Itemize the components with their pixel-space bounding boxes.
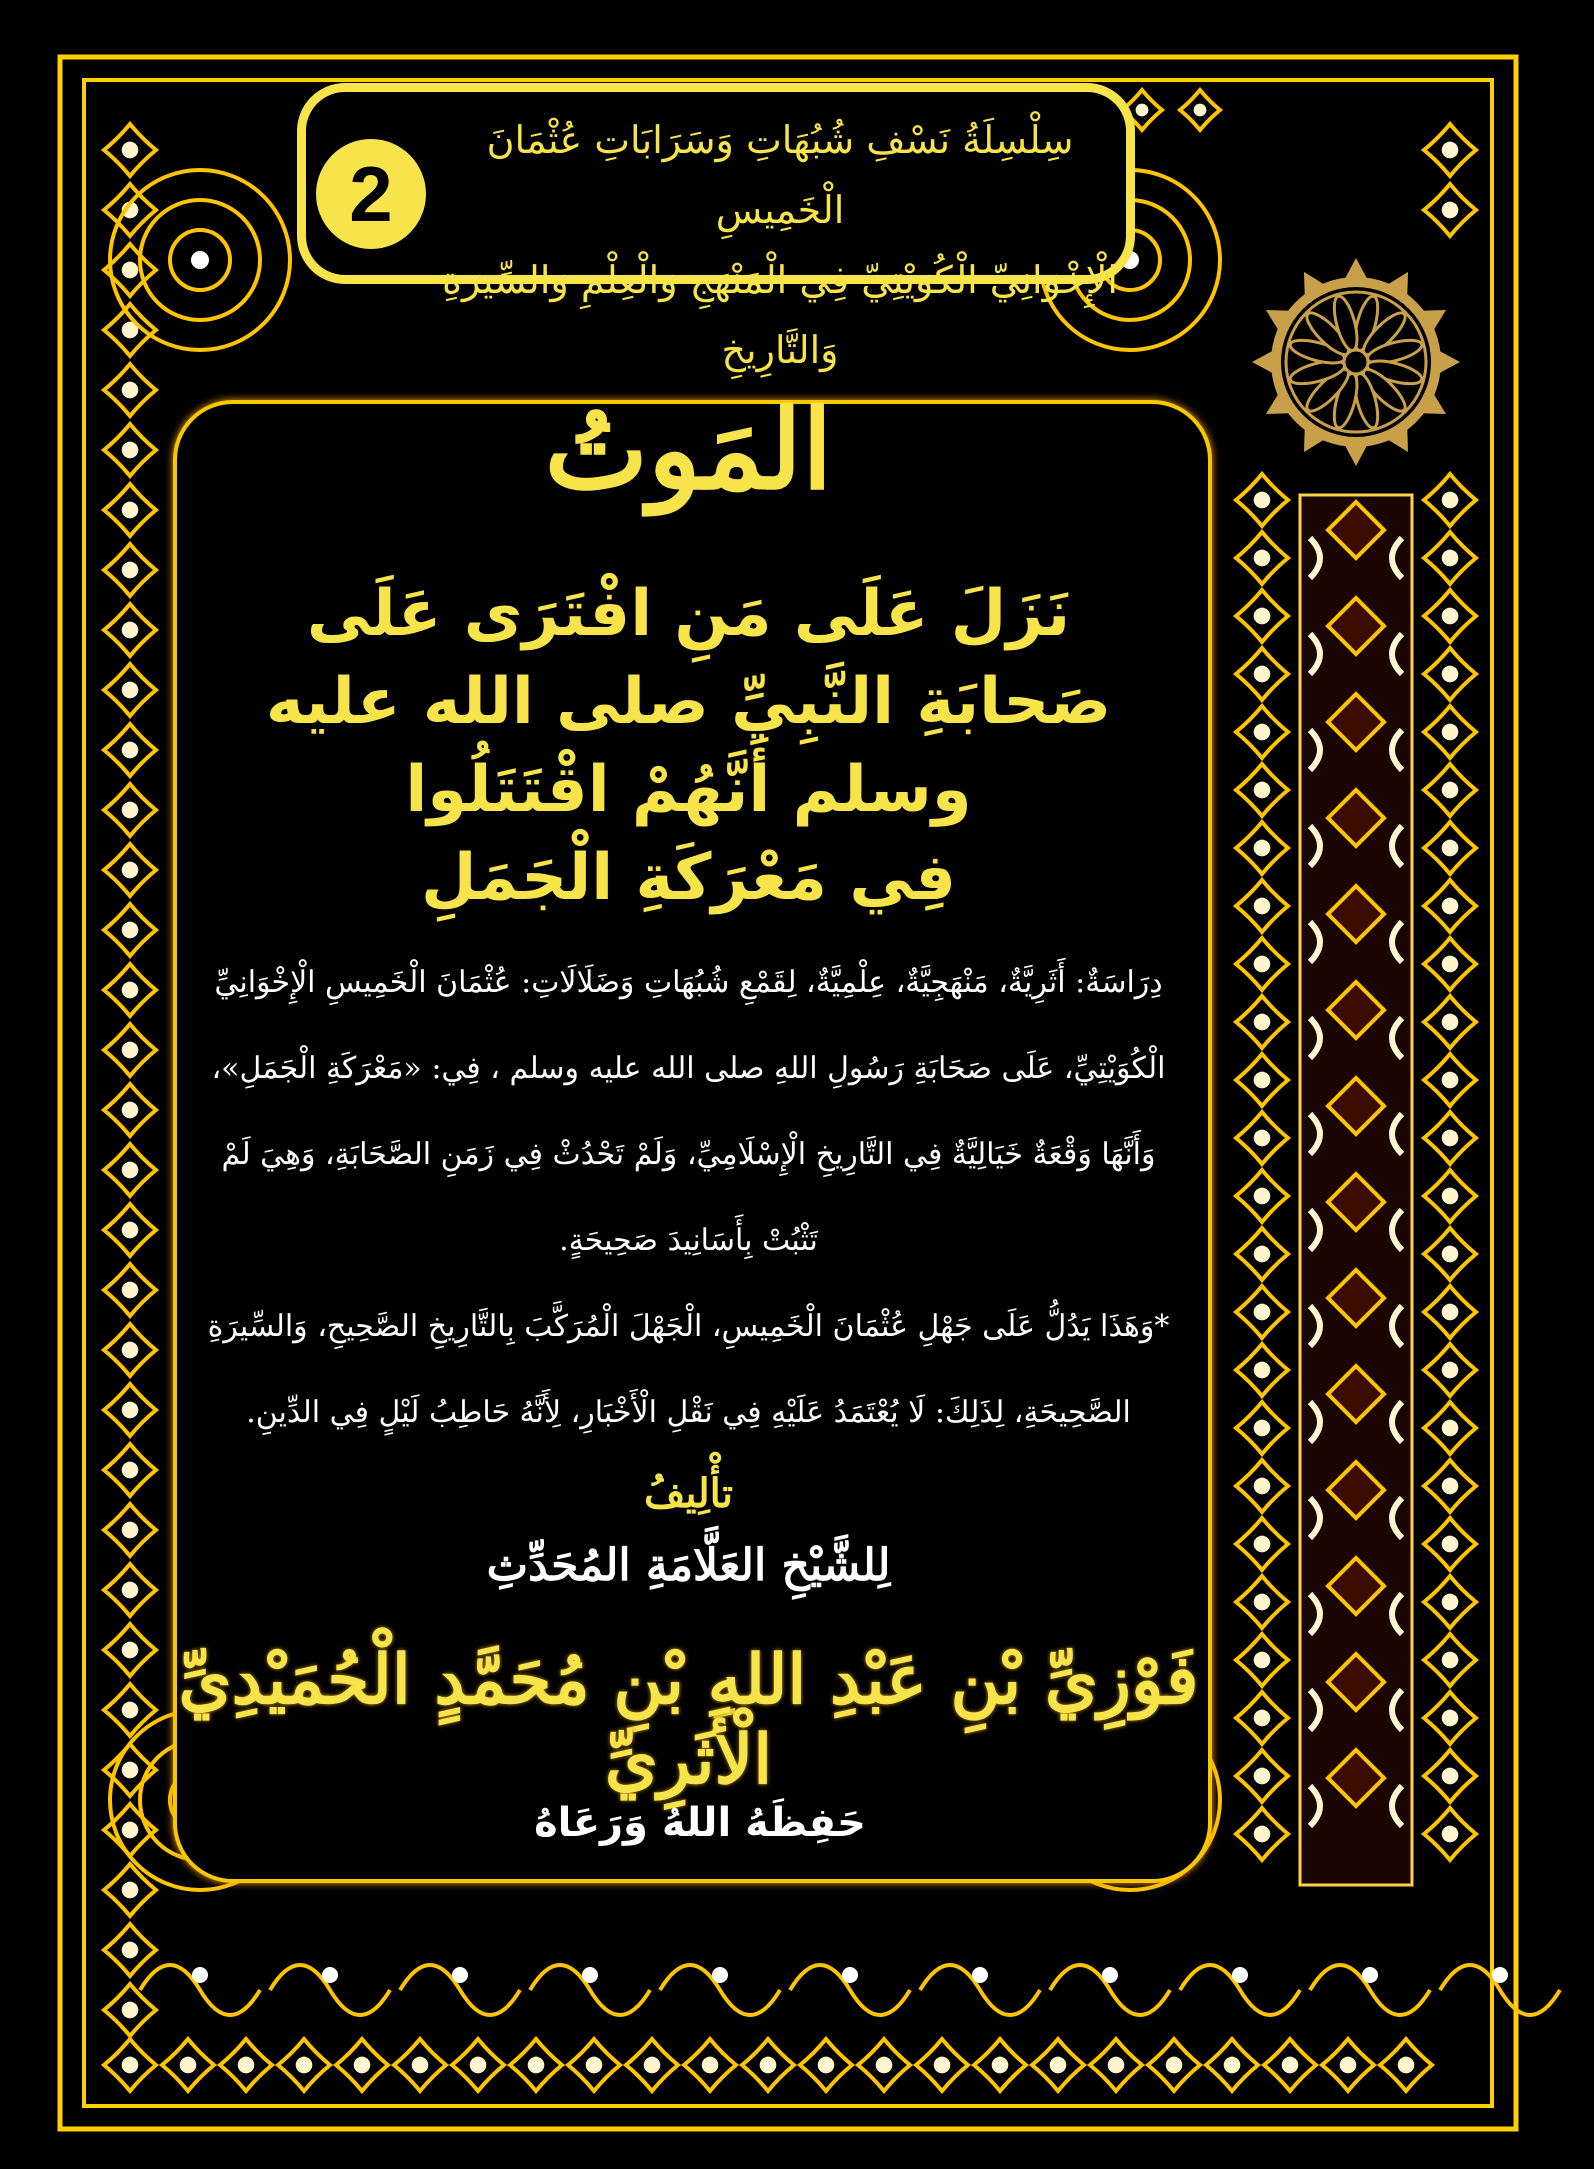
- bead-ornament-icon: [336, 2039, 388, 2091]
- corner-dot: [191, 251, 209, 269]
- bead-ornament-icon: [1236, 1808, 1288, 1860]
- scroll-dot: [192, 1967, 208, 1983]
- bead-ornament-icon: [1236, 996, 1288, 1048]
- bead-ornament-icon: [1424, 1402, 1476, 1454]
- bead-center: [1442, 1710, 1459, 1727]
- bead-ornament-icon: [104, 1624, 156, 1676]
- description-paragraph: دِرَاسَةٌ: أَثَرِيَّةٌ، مَنْهَجِيَّةٌ، عِلْمِيَّةٌ، لِقَمْعِ شُبُهَاتِ وَضَلَالَاتِ: عُثْمَانَ الْخَمِيسِ الْإِخْوَانِيِّ الْكُوَيْتِيِّ، عَلَى صَحَابَةِ رَسُولِ اللهِ صلى الله عليه وسلم ، فِي: «مَعْرَكَةِ الْجَمَلِ»، وَأَنَّهَا وَقْعَةٌ خَيَالِيَّةٌ فِي التَّارِيخِ الْإِسْلَامِيِّ، وَلَمْ تَحْدُثْ فِي زَمَنِ الصَّحَابَةِ، وَهِيَ لَمْ تَثْبُتْ بِأَسَانِيدَ صَحِيحَةٍ.: [211, 965, 1166, 1258]
- bead-center: [1442, 724, 1459, 741]
- bead-center: [1254, 724, 1271, 741]
- bead-center: [1166, 2057, 1183, 2074]
- bead-center: [122, 1342, 139, 1359]
- bead-ornament-icon: [974, 2039, 1026, 2091]
- bead-ornament-icon: [104, 1264, 156, 1316]
- bead-center: [1442, 1478, 1459, 1495]
- bead-ornament-icon: [1424, 1112, 1476, 1164]
- bead-center: [238, 2057, 255, 2074]
- bead-center: [1254, 1710, 1271, 1727]
- series-title: [440, 105, 1120, 385]
- bead-ornament-icon: [104, 2039, 156, 2091]
- bead-ornament-icon: [1424, 1518, 1476, 1570]
- bead-center: [1340, 2057, 1357, 2074]
- bead-center: [1442, 1014, 1459, 1031]
- bead-center: [412, 2057, 429, 2074]
- scroll-dot: [1232, 1967, 1248, 1983]
- bead-ornament-icon: [800, 2039, 852, 2091]
- bead-ornament-icon: [104, 424, 156, 476]
- bead-center: [1442, 1072, 1459, 1089]
- bead-center: [1442, 550, 1459, 567]
- bead-ornament-icon: [1424, 648, 1476, 700]
- bead-ornament-icon: [104, 1984, 156, 2036]
- bead-ornament-icon: [104, 964, 156, 1016]
- bead-center: [1224, 2057, 1241, 2074]
- bead-center: [1254, 1130, 1271, 1147]
- bead-center: [1254, 1014, 1271, 1031]
- bead-ornament-icon: [1424, 1286, 1476, 1338]
- scroll-dot: [1102, 1967, 1118, 1983]
- scroll-dot: [712, 1967, 728, 1983]
- bead-center: [1108, 2057, 1125, 2074]
- medallion-center: [1344, 350, 1368, 374]
- bead-center: [180, 2057, 197, 2074]
- scroll-dot: [972, 1967, 988, 1983]
- bead-ornament-icon: [1424, 822, 1476, 874]
- bead-ornament-icon: [104, 664, 156, 716]
- bead-center: [1136, 104, 1149, 117]
- bead-ornament-icon: [1090, 2039, 1142, 2091]
- bead-ornament-icon: [626, 2039, 678, 2091]
- bead-ornament-icon: [1206, 2039, 1258, 2091]
- mandala-medallion-icon: [1252, 258, 1460, 466]
- bead-ornament-icon: [684, 2039, 736, 2091]
- bead-center: [1398, 2057, 1415, 2074]
- bead-ornament-icon: [568, 2039, 620, 2091]
- bead-ornament-icon: [220, 2039, 272, 2091]
- bead-center: [1254, 1536, 1271, 1553]
- scroll-dot: [582, 1967, 598, 1983]
- bead-center: [122, 622, 139, 639]
- bead-center: [1254, 666, 1271, 683]
- bead-center: [122, 1882, 139, 1899]
- bead-ornament-icon: [1424, 1054, 1476, 1106]
- bead-ornament-icon: [1424, 1634, 1476, 1686]
- bead-center: [1442, 1652, 1459, 1669]
- bead-ornament-icon: [1236, 1518, 1288, 1570]
- bead-ornament-icon: [1380, 2039, 1432, 2091]
- bead-center: [1254, 492, 1271, 509]
- bead-ornament-icon: [1424, 590, 1476, 642]
- bead-center: [1254, 1420, 1271, 1437]
- bead-ornament-icon: [1424, 938, 1476, 990]
- bead-ornament-icon: [104, 724, 156, 776]
- author-honorific: لِلشَّيْخِ العَلَّامَةِ المُحَدِّثِ: [486, 1540, 891, 1591]
- bead-ornament-icon: [1236, 822, 1288, 874]
- bead-ornament-icon: [1424, 532, 1476, 584]
- bead-ornament-icon: [1236, 1112, 1288, 1164]
- bead-center: [122, 382, 139, 399]
- bead-ornament-icon: [104, 1924, 156, 1976]
- bead-center: [1254, 1304, 1271, 1321]
- bead-ornament-icon: [1236, 764, 1288, 816]
- subtitle-line: نَزَلَ عَلَى مَنِ افْتَرَى عَلَى: [306, 577, 1071, 651]
- bead-ornament-icon: [104, 784, 156, 836]
- bead-center: [1442, 782, 1459, 799]
- bead-center: [1442, 1188, 1459, 1205]
- bead-ornament-icon: [1424, 996, 1476, 1048]
- bead-ornament-icon: [916, 2039, 968, 2091]
- bead-ornament-icon: [1236, 1692, 1288, 1744]
- bead-center: [586, 2057, 603, 2074]
- bead-center: [1254, 1362, 1271, 1379]
- bead-center: [1254, 1188, 1271, 1205]
- bead-ornament-icon: [104, 124, 156, 176]
- bead-center: [122, 862, 139, 879]
- bead-center: [1254, 956, 1271, 973]
- bead-center: [1442, 956, 1459, 973]
- bead-ornament-icon: [104, 1144, 156, 1196]
- bead-center: [702, 2057, 719, 2074]
- bead-ornament-icon: [104, 844, 156, 896]
- bead-ornament-icon: [1236, 1344, 1288, 1396]
- bead-ornament-icon: [1236, 1460, 1288, 1512]
- bead-center: [1254, 550, 1271, 567]
- bead-center: [122, 1102, 139, 1119]
- scroll-dot: [1492, 1967, 1508, 1983]
- bead-center: [760, 2057, 777, 2074]
- bead-center: [122, 1282, 139, 1299]
- bead-center: [1194, 104, 1207, 117]
- bead-center: [122, 1642, 139, 1659]
- bead-center: [1442, 1362, 1459, 1379]
- bead-center: [122, 742, 139, 759]
- bead-ornament-icon: [858, 2039, 910, 2091]
- series-number-badge: 2: [316, 139, 426, 249]
- bead-ornament-icon: [104, 1084, 156, 1136]
- bead-ornament-icon: [1236, 648, 1288, 700]
- bead-ornament-icon: [104, 904, 156, 956]
- bead-ornament-icon: [104, 484, 156, 536]
- bead-ornament-icon: [452, 2039, 504, 2091]
- bead-center: [122, 262, 139, 279]
- bead-center: [1254, 1652, 1271, 1669]
- bead-ornament-icon: [104, 1204, 156, 1256]
- bead-center: [1442, 1536, 1459, 1553]
- bead-ornament-icon: [510, 2039, 562, 2091]
- bead-center: [122, 1222, 139, 1239]
- bead-center: [1254, 1246, 1271, 1263]
- scroll-dot: [1362, 1967, 1378, 1983]
- bead-center: [122, 1462, 139, 1479]
- bead-ornament-icon: [104, 1324, 156, 1376]
- bead-center: [1442, 1420, 1459, 1437]
- book-title: المَوتُ: [544, 385, 833, 514]
- bead-ornament-icon: [1424, 1692, 1476, 1744]
- bead-center: [876, 2057, 893, 2074]
- bead-ornament-icon: [1180, 90, 1220, 130]
- bead-ornament-icon: [1236, 1750, 1288, 1802]
- bead-center: [122, 562, 139, 579]
- scroll-dot: [452, 1967, 468, 1983]
- bead-center: [122, 1522, 139, 1539]
- medallion-ring: [1276, 282, 1436, 442]
- bead-ornament-icon: [104, 364, 156, 416]
- bead-ornament-icon: [1424, 706, 1476, 758]
- bead-ornament-icon: [1236, 1170, 1288, 1222]
- subtitle-line: فِي مَعْرَكَةِ الْجَمَلِ: [421, 841, 956, 915]
- bead-ornament-icon: [1424, 1576, 1476, 1628]
- bead-ornament-icon: [1148, 2039, 1200, 2091]
- bead-center: [122, 142, 139, 159]
- bead-center: [1282, 2057, 1299, 2074]
- bead-ornament-icon: [394, 2039, 446, 2091]
- bead-center: [1254, 1478, 1271, 1495]
- scroll-dot: [322, 1967, 338, 1983]
- bead-center: [934, 2057, 951, 2074]
- bead-ornament-icon: [104, 1504, 156, 1556]
- bead-ornament-icon: [1236, 1634, 1288, 1686]
- bead-ornament-icon: [1236, 706, 1288, 758]
- bead-center: [354, 2057, 371, 2074]
- book-subtitle: [173, 570, 1204, 922]
- bead-center: [1442, 1826, 1459, 1843]
- bead-center: [1254, 782, 1271, 799]
- bead-ornament-icon: [1424, 184, 1476, 236]
- subtitle-line: وسلم أَنَّهُمْ اقْتَتَلُوا: [405, 753, 972, 827]
- bead-center: [122, 2002, 139, 2019]
- bead-center: [1050, 2057, 1067, 2074]
- bead-center: [1442, 1130, 1459, 1147]
- bead-center: [1442, 492, 1459, 509]
- bead-center: [818, 2057, 835, 2074]
- bead-center: [1254, 1072, 1271, 1089]
- bead-ornament-icon: [1236, 880, 1288, 932]
- bead-center: [992, 2057, 1009, 2074]
- bead-ornament-icon: [1424, 1808, 1476, 1860]
- bead-ornament-icon: [1236, 1576, 1288, 1628]
- bead-ornament-icon: [1236, 1402, 1288, 1454]
- bead-center: [1442, 142, 1459, 159]
- bead-ornament-icon: [104, 544, 156, 596]
- bead-ornament-icon: [104, 1384, 156, 1436]
- bead-ornament-icon: [1424, 1170, 1476, 1222]
- subtitle-line: صَحابَةِ النَّبِيِّ صلى الله عليه: [265, 665, 1112, 739]
- bead-ornament-icon: [104, 1024, 156, 1076]
- bead-ornament-icon: [1424, 1228, 1476, 1280]
- bead-ornament-icon: [1424, 880, 1476, 932]
- bead-center: [122, 682, 139, 699]
- bead-center: [470, 2057, 487, 2074]
- scroll-dot: [842, 1967, 858, 1983]
- bead-ornament-icon: [1424, 474, 1476, 526]
- bead-center: [1254, 1826, 1271, 1843]
- description: [173, 940, 1204, 1456]
- bead-center: [528, 2057, 545, 2074]
- bead-ornament-icon: [104, 1564, 156, 1616]
- bead-ornament-icon: [1236, 938, 1288, 990]
- bead-center: [122, 1162, 139, 1179]
- bead-ornament-icon: [1424, 1344, 1476, 1396]
- bead-center: [122, 982, 139, 999]
- bead-center: [122, 502, 139, 519]
- bead-center: [122, 1942, 139, 1959]
- description-paragraph: *وَهَذَا يَدُلُّ عَلَى جَهْلِ عُثْمَانَ الْخَمِيسِ، الْجَهْلَ الْمُرَكَّبَ بِالتَّارِيخِ الصَّحِيحِ، وَالسِّيرَةِ الصَّحِيحَةِ، لِذَلِكَ: لَا يُعْتَمَدُ عَلَيْهِ فِي نَقْلِ الْأَخْبَارِ، لِأَنَّهُ حَاطِبُ لَيْلٍ فِي الدِّينِ.: [207, 1309, 1170, 1430]
- bead-center: [1254, 1768, 1271, 1785]
- bead-center: [1254, 1594, 1271, 1611]
- bead-ornament-icon: [742, 2039, 794, 2091]
- bead-center: [1442, 840, 1459, 857]
- bead-ornament-icon: [1236, 1228, 1288, 1280]
- bead-center: [1442, 1304, 1459, 1321]
- bead-center: [122, 802, 139, 819]
- series-title-line1: سِلْسِلَةُ نَسْفِ شُبُهَاتِ وَسَرَابَاتِ عُثْمَانَ الْخَمِيسِ: [486, 118, 1074, 232]
- bead-ornament-icon: [1032, 2039, 1084, 2091]
- bead-center: [122, 922, 139, 939]
- bead-ornament-icon: [1322, 2039, 1374, 2091]
- bead-center: [122, 1762, 139, 1779]
- bead-center: [122, 2057, 139, 2074]
- authorship-label: تأْلِيفُ: [644, 1470, 733, 1517]
- bead-center: [1254, 898, 1271, 915]
- author-name: فَوْزِيِّ بْنِ عَبْدِ اللهِ بْنِ مُحَمَّدٍ الْحُمَيْدِيِّ الْأَثَرِيِّ: [178, 1640, 1199, 1800]
- author-prayer: حَفِظَهُ اللهُ وَرَعَاهُ: [534, 1800, 866, 1846]
- bead-ornament-icon: [1424, 1750, 1476, 1802]
- bead-center: [1254, 840, 1271, 857]
- bead-center: [1254, 608, 1271, 625]
- lattice-column: [1300, 495, 1412, 1885]
- bead-center: [122, 1402, 139, 1419]
- bead-center: [122, 1582, 139, 1599]
- bead-center: [122, 1042, 139, 1059]
- bead-center: [1442, 608, 1459, 625]
- bead-ornament-icon: [1424, 124, 1476, 176]
- bead-ornament-icon: [104, 604, 156, 656]
- bead-ornament-icon: [1236, 1286, 1288, 1338]
- bead-center: [1442, 202, 1459, 219]
- bead-center: [122, 1822, 139, 1839]
- bead-ornament-icon: [104, 304, 156, 356]
- bead-center: [1442, 898, 1459, 915]
- bead-ornament-icon: [278, 2039, 330, 2091]
- bead-center: [1442, 666, 1459, 683]
- bead-ornament-icon: [1424, 764, 1476, 816]
- bead-center: [1442, 1246, 1459, 1263]
- bead-ornament-icon: [162, 2039, 214, 2091]
- bead-ornament-icon: [1236, 532, 1288, 584]
- bead-center: [1442, 1768, 1459, 1785]
- bead-center: [1442, 1594, 1459, 1611]
- series-title-line2: الْإِخْوَانِيِّ الْكُوَيْتِيِّ فِي الْمَنْهَجِ وَالْعِلْمِ وَالسِّيرَةِ وَالتَّارِيخِ: [442, 258, 1118, 372]
- bead-center: [644, 2057, 661, 2074]
- bead-ornament-icon: [104, 1444, 156, 1496]
- bead-center: [122, 442, 139, 459]
- bead-ornament-icon: [1236, 1054, 1288, 1106]
- bead-ornament-icon: [1236, 474, 1288, 526]
- bead-center: [296, 2057, 313, 2074]
- bead-ornament-icon: [1236, 590, 1288, 642]
- medallion-ring: [1286, 292, 1426, 432]
- bead-ornament-icon: [1264, 2039, 1316, 2091]
- bead-center: [122, 1702, 139, 1719]
- bead-ornament-icon: [1424, 1460, 1476, 1512]
